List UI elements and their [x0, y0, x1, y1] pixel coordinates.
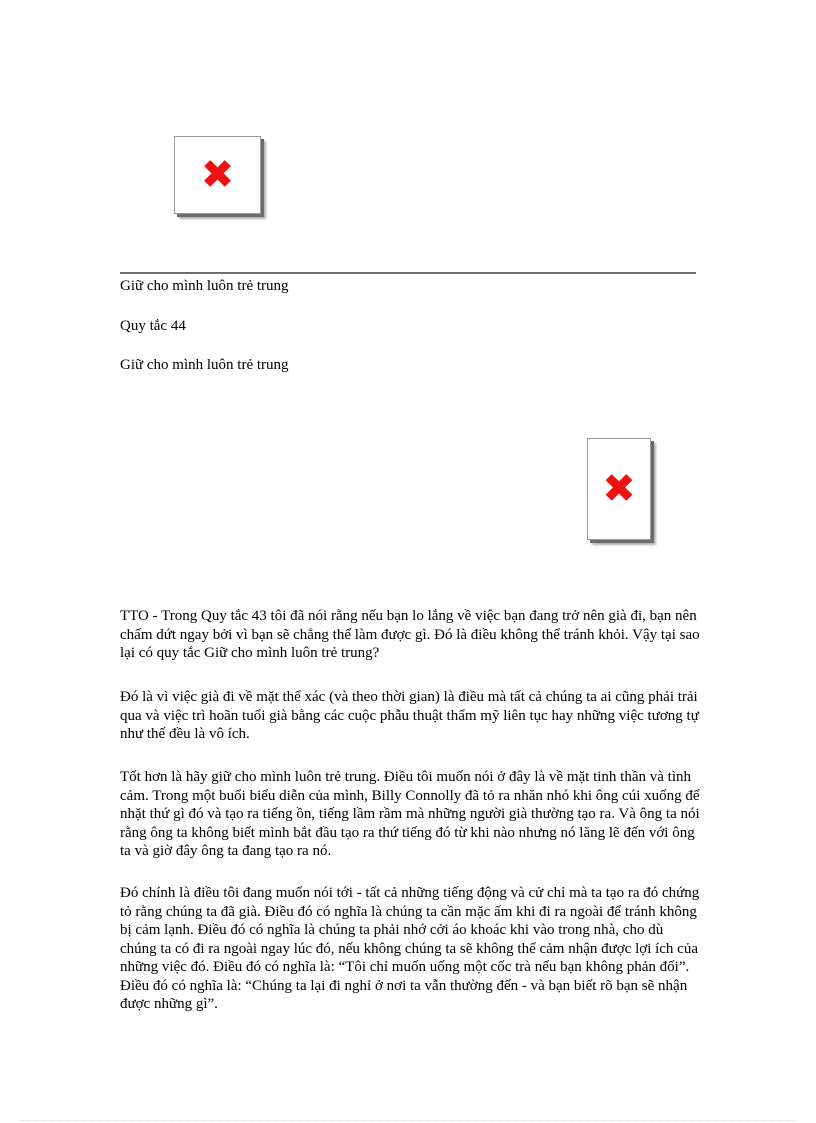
paragraph-signs-of-age: Đó chính là điều tôi đang muốn nói tới - tất cả những tiếng động và cử chỉ mà ta tạo ra đó chứng tỏ rằng chúng ta đã già. Điều đó có nghĩa là chúng ta cần mặc ấm khi đi ra ngoài để tránh không bị cảm lạnh. Điều đó có nghĩa là chúng ta phải nhớ cởi áo khoác khi vào trong nhà, cho dù chúng ta có đi ra ngoài ngay lúc đó, nếu không chúng ta sẽ không thể cảm nhận được lợi ích của những việc đó. Điều đó có nghĩa là: “Tôi chỉ muốn uống một cốc trà nếu bạn không phản đối”. Điều đó có nghĩa là: “Chúng ta lại đi nghỉ ở nơi ta vẫn thường đến - và bạn biết rõ bạn sẽ nhận được những gì”.	[120, 885, 700, 1012]
paragraph-aging: Đó là vì việc già đi về mặt thể xác (và theo thời gian) là điều mà tất cả chúng ta ai cũng phải trải qua và việc trì hoãn tuổi già bằng các cuộc phẫu thuật thẩm mỹ liên tục hay những việc tương tự như thế đều là vô ích.	[120, 689, 699, 742]
page-bottom-border	[20, 1120, 796, 1121]
paragraph-intro: TTO - Trong Quy tắc 43 tôi đã nói rằng nếu bạn lo lắng về việc bạn đang trở nên già đi, bạn nên chấm dứt ngay bởi vì bạn sẽ chẳng thể làm được gì. Đó là điều không thể tránh khỏi. Vậy tại sao lại có quy tắc Giữ cho mình luôn trẻ trung?	[120, 608, 700, 661]
rule-label: Quy tắc 44	[120, 318, 186, 334]
red-x-icon: ✖	[602, 466, 636, 512]
broken-image-icon	[587, 438, 651, 540]
paragraph-young-at-heart: Tốt hơn là hãy giữ cho mình luôn trẻ trung. Điều tôi muốn nói ở đây là về mặt tinh thần và tình cảm. Trong một buổi biểu diễn của mình, Billy Connolly đã tỏ ra nhăn nhó khi ông cúi xuống để nhặt thứ gì đó và tạo ra tiếng ồn, tiếng lầm rầm mà những người già thường tạo ra. Và ông ta nói rằng ông ta không biết mình bắt đầu tạo ra thứ tiếng đó từ khi nào nhưng nó lăng lẽ đến với ông ta và giờ đây ông ta đang tạo ra nó.	[120, 769, 700, 859]
subtitle: Giữ cho mình luôn trẻ trung	[120, 357, 289, 373]
red-x-icon: ✖	[200, 152, 235, 198]
horizontal-rule	[120, 272, 696, 274]
broken-image-icon	[174, 136, 261, 214]
header-title: Giữ cho mình luôn trẻ trung	[120, 278, 289, 294]
